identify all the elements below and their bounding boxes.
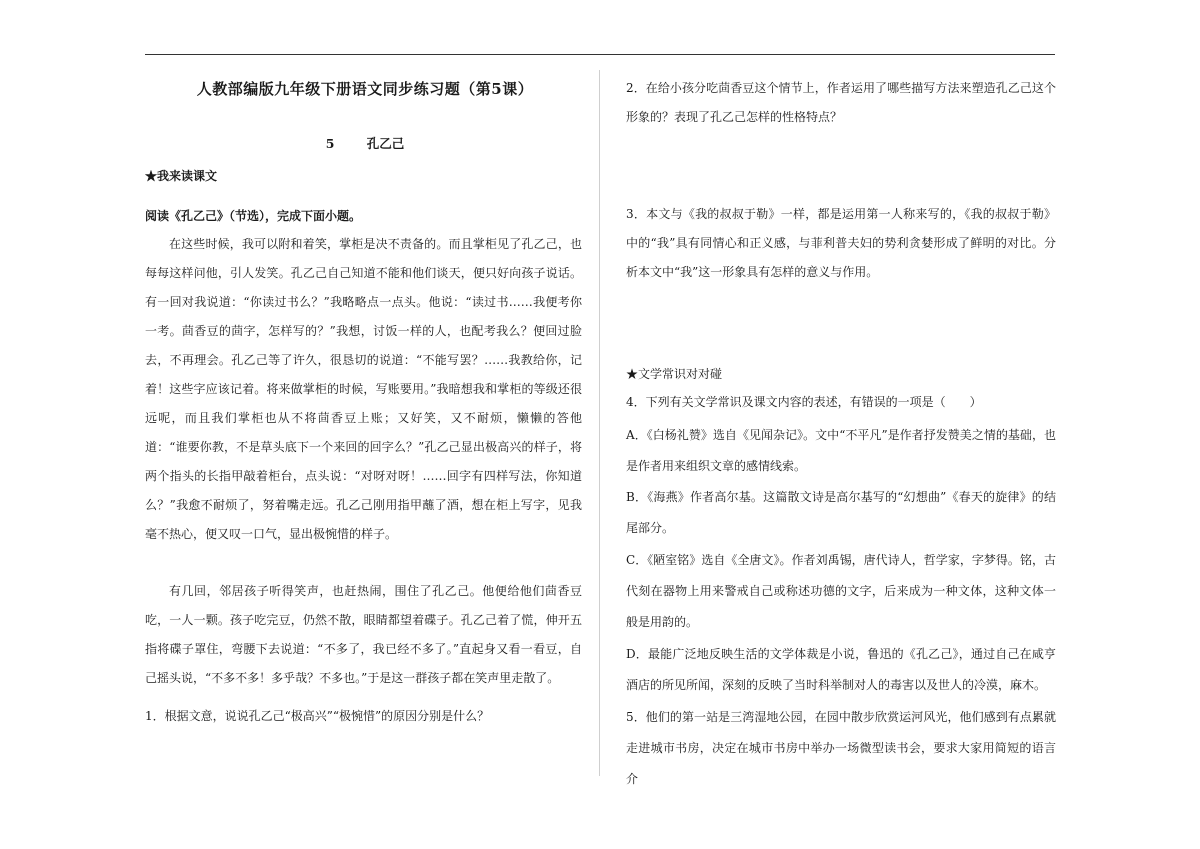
section-heading-reading: ★我来读课文: [145, 169, 218, 183]
section-heading-literature: ★文学常识对对碰: [626, 367, 723, 381]
question-1: 1．根据文意，说说孔乙己“极高兴”“极惋惜”的原因分别是什么？: [145, 709, 490, 723]
question-2: 2．在给小孩分吃茴香豆这个情节上，作者运用了哪些描写方法来塑造孔乙己这个形象的？表现了孔乙己怎样的性格特点？: [626, 81, 1056, 124]
option-c: C．《陋室铭》选自《全唐文》。作者刘禹锡，唐代诗人，哲学家，字梦得。铭，古代刻在器物上用来警戒自己或称述功德的文字，后来成为一种文体，这种文体一般是用韵的。: [626, 553, 1056, 629]
passage-paragraph-1: 在这些时候，我可以附和着笑，掌柜是决不责备的。而且掌柜见了孔乙己，也每每这样问他，引人发笑。孔乙己自己知道不能和他们谈天，便只好向孩子说话。有一回对我说道：“你读过书么？”我略略点一点头。他说：“读过书……我便考你一考。茴香豆的茴字，怎样写的？”我想，讨饭一样的人，也配考我么？便回过脸去，不再理会。孔乙己等了许久，很恳切的说道：“不能写罢？……我教给你，记着！这些字应该记着。将来做掌柜的时候，写账要用。”我暗想我和掌柜的等级还很远呢，而且我们掌柜也从不将茴香豆上账；又好笑，又不耐烦，懒懒的答他道：“谁要你教，不是草头底下一个来回的回字么？”孔乙己显出极高兴的样子，将两个指头的长指甲敲着柜台，点头说：“对呀对呀！……回字有四样写法，你知道么？”我愈不耐烦了，努着嘴走远。孔乙己刚用指甲蘸了酒，想在柜上写字，见我毫不热心，便又叹一口气，显出极惋惜的样子。: [145, 237, 582, 541]
question-5: 5．他们的第一站是三湾湿地公园，在园中散步欣赏运河风光，他们感到有点累就走进城市书房，决定在城市书房中举办一场微型读书会，要求大家用简短的语言介: [626, 710, 1056, 786]
lesson-name: 孔乙己: [366, 136, 405, 151]
header-rule: [145, 54, 1055, 55]
lesson-number: 5: [325, 136, 335, 151]
column-divider: [599, 70, 600, 776]
reading-instruction: 阅读《孔乙己》（节选），完成下面小题。: [145, 209, 362, 223]
document-title: 人教部编版九年级下册语文同步练习题（第5课）: [196, 80, 534, 98]
question-4: 4．下列有关文学常识及课文内容的表述，有错误的一项是（ ）: [626, 395, 982, 409]
option-b: B．《海燕》作者高尔基。这篇散文诗是高尔基写的“幻想曲”《春天的旋律》的结尾部分。: [626, 490, 1056, 535]
passage-paragraph-2: 有几回，邻居孩子听得笑声，也赶热闹，围住了孔乙己。他便给他们茴香豆吃，一人一颗。孩子吃完豆，仍然不散，眼睛都望着碟子。孔乙己着了慌，伸开五指将碟子罩住，弯腰下去说道：“不多了，我已经不多了。”直起身又看一看豆，自己摇头说，“不多不多！多乎哉？不多也。”于是这一群孩子都在笑声里走散了。: [145, 584, 582, 685]
option-a: A．《白杨礼赞》选自《见闻杂记》。文中“不平凡”是作者抒发赞美之情的基础，也是作者用来组织文章的感情线索。: [626, 428, 1056, 473]
question-3: 3．本文与《我的叔叔于勒》一样，都是运用第一人称来写的，《我的叔叔于勒》中的“我”具有同情心和正义感，与菲利普夫妇的势利贪婪形成了鲜明的对比。分析本文中“我”这一形象具有怎样的意义与作用。: [626, 207, 1056, 279]
lesson-heading: [145, 134, 585, 152]
option-d: D．最能广泛地反映生活的文学体裁是小说，鲁迅的《孔乙己》，通过自己在咸亨酒店的所见所闻，深刻的反映了当时科举制对人的毒害以及世人的冷漠，麻木。: [626, 647, 1056, 692]
